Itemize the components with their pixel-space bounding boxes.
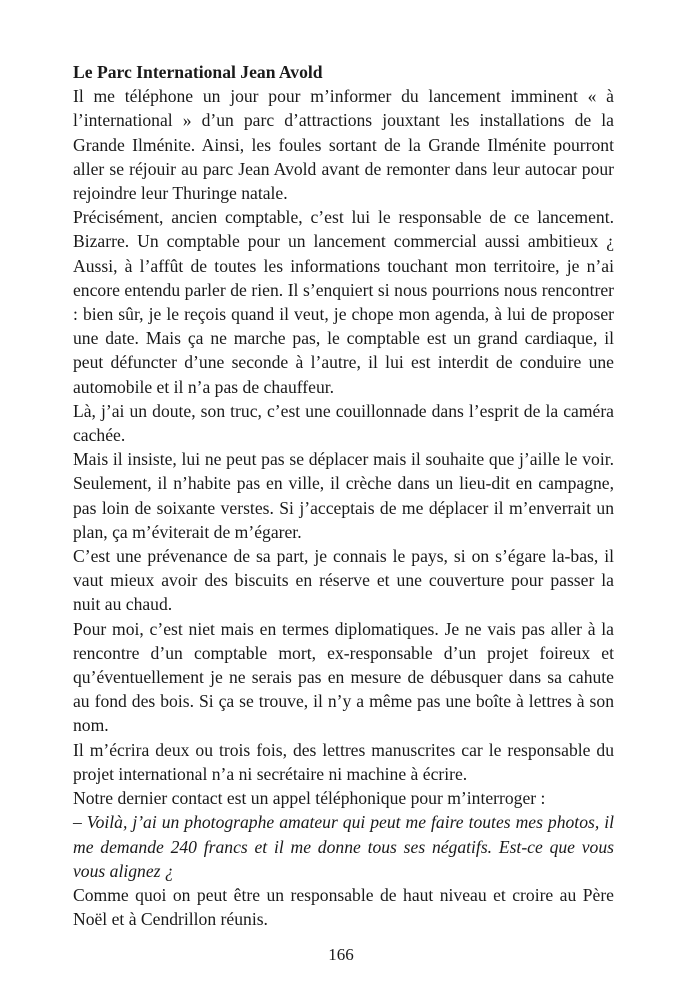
page-body	[73, 60, 614, 931]
paragraph-4: Mais il insiste, lui ne peut pas se déplacer mais il souhaite que j’aille le voir. Seulement, il n’habite pas en ville, il crèche dans un lieu-dit en campagne, pas loin de soixante verstes. Si j’acceptais de me déplacer il m’enverrait un plan, ça m’éviterait de m’égarer.	[73, 449, 614, 542]
paragraph-2: Précisément, ancien comptable, c’est lui le responsable de ce lancement. Bizarre. Un comptable pour un lancement commercial aussi ambitieux ¿ Aussi, à l’affût de toutes les informations touchant mon territoire, je n’ai encore entendu parler de rien. Il s’enquiert si nous pourrions nous rencontrer : bien sûr, je le reçois quand il veut, je chope mon agenda, à lui de proposer une date. Mais ça ne marche pas, le comptable est un grand cardiaque, il peut défuncter d’une seconde à l’autre, il lui est interdit de conduire une automobile et il n’a pas de chauffeur.	[73, 207, 614, 397]
paragraph-8: Notre dernier contact est un appel téléphonique pour m’interroger :	[73, 788, 546, 809]
paragraph-5: C’est une prévenance de sa part, je connais le pays, si on s’égare la-bas, il vaut mieux avoir des biscuits en réserve et une couverture pour passer la nuit au chaud.	[73, 546, 614, 615]
paragraph-7: Il m’écrira deux ou trois fois, des lettres manuscrites car le responsable du projet international n’a ni secrétaire ni machine à écrire.	[73, 739, 614, 784]
paragraph-3: Là, j’ai un doute, son truc, c’est une couillonnade dans l’esprit de la caméra cachée.	[73, 400, 614, 446]
paragraph-6: Pour moi, c’est niet mais en termes diplomatiques. Je ne vais pas aller à la rencontre d’un comptable mort, ex-responsable d’un projet foireux et qu’éventuellement je ne serais pas en mesure de débusquer dans sa cahute au fond des bois. Si ça se trouve, il n’y a même pas une boîte à lettres à son nom.	[73, 618, 614, 736]
paragraph-10: Comme quoi on peut être un responsable de haut niveau et croire au Père Noël et à Cendrillon réunis.	[73, 884, 614, 930]
paragraph-1: Il me téléphone un jour pour m’informer du lancement imminent « à l’international » d’un parc d’attractions jouxtant les installations de la Grande Ilménite. Ainsi, les foules sortant de la Grande Ilménite pourront aller se réjouir au parc Jean Avold avant de remonter dans leur autocar pour rejoindre leur Thuringe natale.	[73, 86, 614, 204]
chapter-title: Le Parc International Jean Avold	[73, 62, 323, 82]
page-number: 166	[328, 945, 354, 964]
dialogue-paragraph: – Voilà, j’ai un photographe amateur qui peut me faire toutes mes photos, il me demande 240 francs et il me donne tous ses négatifs. Est-ce que vous vous alignez ¿	[73, 812, 614, 881]
